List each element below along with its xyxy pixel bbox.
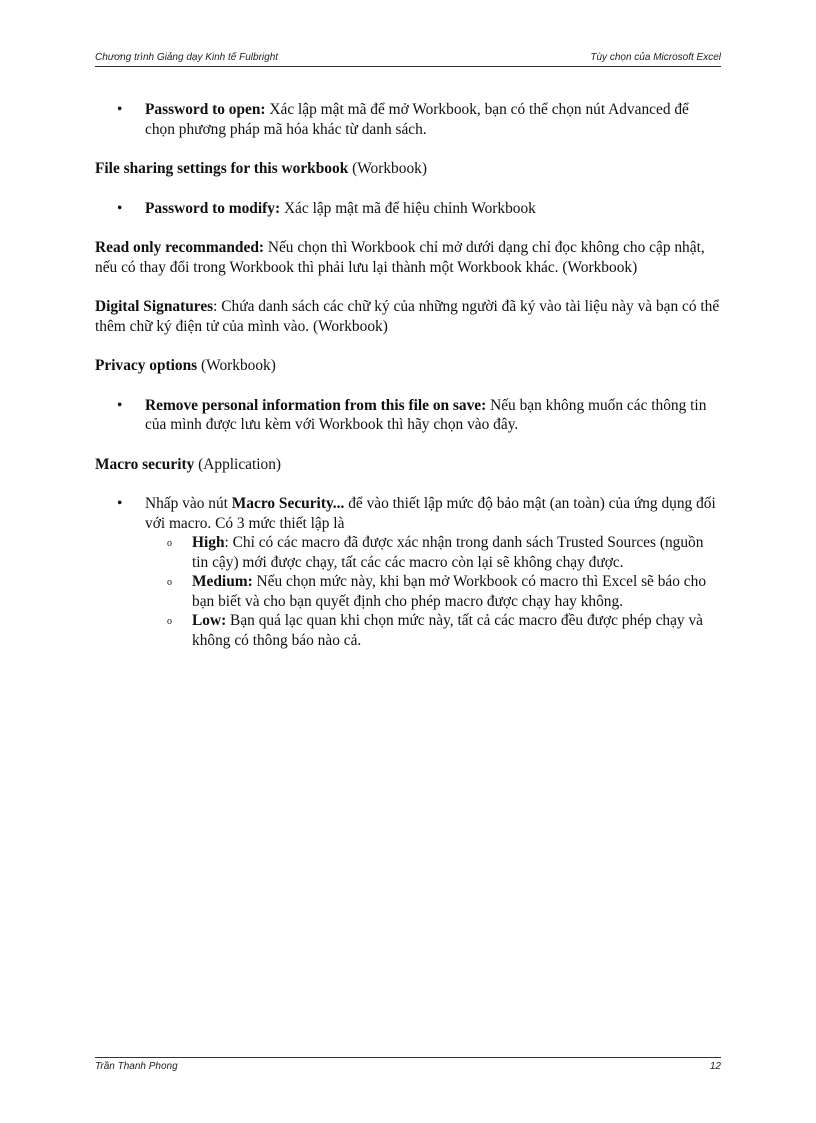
sub-bullet-circle: o — [167, 538, 172, 549]
section-title: Macro security — [95, 455, 195, 473]
section-title: File sharing settings for this workbook — [95, 160, 349, 177]
term: Macro Security... — [231, 495, 345, 512]
description-lead: Nhấp vào nút — [145, 495, 232, 512]
description: Xác lập mật mã để mở Workbook, bạn có thể chọn nút Advanced để chọn phương pháp mã hóa khác từ danh sách. — [145, 101, 689, 138]
sub-bullet-medium — [95, 572, 721, 611]
footer-rule — [95, 1057, 721, 1058]
bullet-password-to-modify — [95, 199, 721, 219]
term: Password to open: — [145, 101, 266, 118]
sub-bullet-circle: o — [167, 616, 172, 627]
term: Digital Signatures — [95, 298, 214, 315]
section-title: Privacy options — [95, 357, 198, 374]
description: để vào thiết lập mức độ bảo mật (an toàn) của ứng dụng đối với macro. Có 3 mức thiết lập là — [145, 495, 716, 532]
term: Remove personal information from this file on save: — [145, 396, 487, 414]
bullet-password-to-open — [95, 100, 721, 139]
term: Low: — [192, 612, 227, 629]
description: Nếu chọn mức này, khi bạn mở Workbook có macro thì Excel sẽ báo cho bạn biết và cho bạn quyết định cho phép macro được chạy hay không. — [192, 573, 707, 610]
section-heading-file-sharing — [95, 159, 721, 179]
section-heading-macro-security — [95, 455, 721, 475]
header-right-text: Tùy chọn của Microsoft Excel — [590, 52, 721, 63]
term: High — [192, 534, 225, 551]
bullet-dot: • — [117, 396, 123, 414]
header-rule — [95, 66, 721, 67]
footer-author: Trần Thanh Phong — [95, 1061, 178, 1072]
page-header — [95, 52, 721, 65]
paragraph-read-only-recommended — [95, 238, 721, 277]
description: Nếu chọn thì Workbook chỉ mở dưới dạng chỉ đọc không cho cập nhật, nếu có thay đổi trong Workbook thì phải lưu lại thành một Workbook khác. (Workbook) — [95, 239, 705, 276]
bullet-dot: • — [117, 199, 123, 217]
sub-bullet-circle: o — [167, 577, 172, 588]
paragraph-digital-signatures — [95, 297, 721, 336]
bullet-remove-personal-info — [95, 396, 721, 435]
page-number: 12 — [709, 1061, 721, 1072]
description: Xác lập mật mã để hiệu chỉnh Workbook — [280, 199, 536, 217]
page-footer — [95, 1061, 721, 1074]
section-scope: (Application) — [194, 455, 282, 473]
term: Password to modify: — [145, 199, 281, 217]
bullet-macro-security-button — [95, 494, 721, 533]
description: Bạn quá lạc quan khi chọn mức này, tất cả các macro đều được phép chạy và không có thông báo nào cả. — [192, 612, 703, 649]
section-scope: (Workbook) — [348, 160, 427, 177]
header-left-text: Chương trình Giảng dạy Kinh tế Fulbright — [95, 52, 279, 63]
sub-bullet-low — [95, 611, 721, 650]
description: Nếu bạn không muốn các thông tin của mình được lưu kèm với Workbook thì hãy chọn vào đây. — [145, 396, 707, 433]
section-scope: (Workbook) — [197, 357, 276, 374]
description: : Chứa danh sách các chữ ký của những người đã ký vào tài liệu này và bạn có thể thêm chữ ký điện tử của mình vào. (Workbook) — [95, 298, 720, 335]
section-heading-privacy-options — [95, 356, 721, 376]
bullet-dot: • — [117, 495, 123, 512]
sub-bullet-high — [95, 533, 721, 572]
term: Medium: — [192, 573, 253, 590]
bullet-dot: • — [117, 101, 123, 118]
document-body — [95, 100, 721, 650]
term: Read only recommanded: — [95, 239, 265, 256]
description: : Chỉ có các macro đã được xác nhận trong danh sách Trusted Sources (nguồn tin cậy) mới được chạy, tất các các macro còn lại sẽ không chạy được. — [192, 534, 704, 571]
